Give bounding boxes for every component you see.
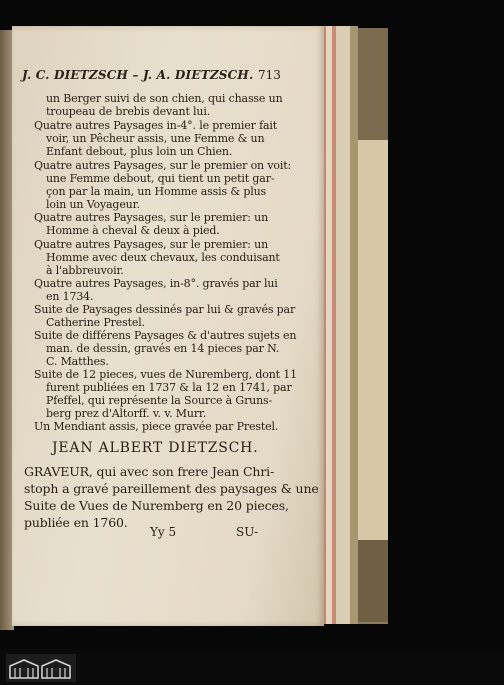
body-line: Quatre autres Paysages in-4°. le premier fait <box>34 119 278 132</box>
page-edge-strip <box>336 26 350 624</box>
body-line: Catherine Prestel. <box>46 316 145 329</box>
section-line: Suite de Vues de Nuremberg en 20 pieces, <box>24 498 289 513</box>
page-number: 713 <box>258 68 281 82</box>
body-line: un Berger suivi de son chien, qui chasse un <box>46 92 283 105</box>
body-line: Un Mendiant assis, piece gravée par Prestel. <box>34 420 279 433</box>
body-line: loin un Voyageur. <box>46 198 140 211</box>
library-logo-icon <box>6 654 76 682</box>
body-line: çon par la main, un Homme assis & plus <box>46 185 267 198</box>
body-line: voir, un Pêcheur assis, une Femme & un <box>46 132 265 145</box>
body-line: Suite de 12 pieces, vues de Nuremberg, dont 11 <box>34 368 297 381</box>
page-edge-strip <box>350 26 358 624</box>
body-line: Pfeffel, qui représente la Source à Gruns- <box>46 394 273 407</box>
body-line: Enfant debout, plus loin un Chien. <box>46 145 233 158</box>
fore-edge-band <box>358 140 388 540</box>
fore-edge-band <box>358 28 388 140</box>
catchword: SU- <box>236 525 259 539</box>
body-line: troupeau de brebis devant lui. <box>46 105 211 118</box>
section-line: stoph a gravé pareillement des paysages & une <box>24 481 319 496</box>
running-head: J. C. DIETZSCH – J. A. DIETZSCH. <box>22 68 254 82</box>
body-line: C. Matthes. <box>46 355 109 368</box>
fore-edge-band <box>358 540 388 622</box>
body-line: Quatre autres Paysages, sur le premier: un <box>34 211 268 224</box>
body-line: furent publiées en 1737 & la 12 en 1741, par <box>46 381 292 394</box>
body-line: Quatre autres Paysages, sur le premier on voit: <box>34 159 292 172</box>
body-line: Homme à cheval & deux à pied. <box>46 224 220 237</box>
body-line: man. de dessin, gravés en 14 pieces par N. <box>46 342 280 355</box>
signature-mark: Yy 5 <box>150 525 177 539</box>
section-heading: JEAN ALBERT DIETZSCH. <box>52 440 259 456</box>
body-line: en 1734. <box>46 290 94 303</box>
body-line: Suite de différens Paysages & d'autres sujets en <box>34 329 297 342</box>
body-line: Homme avec deux chevaux, les conduisant <box>46 251 280 264</box>
body-line: Quatre autres Paysages, sur le premier: un <box>34 238 268 251</box>
body-line: à l'abbreuvoir. <box>46 264 124 277</box>
body-line: berg prez d'Altorff. v. v. Murr. <box>46 407 207 420</box>
section-line: publiée en 1760. <box>24 515 128 530</box>
body-line: Suite de Paysages dessinés par lui & gravés par <box>34 303 296 316</box>
body-line: Quatre autres Paysages, in-8°. gravés par lui <box>34 277 278 290</box>
body-line: une Femme debout, qui tient un petit gar- <box>46 172 275 185</box>
section-line: GRAVEUR, qui avec son frere Jean Chri- <box>24 464 275 479</box>
